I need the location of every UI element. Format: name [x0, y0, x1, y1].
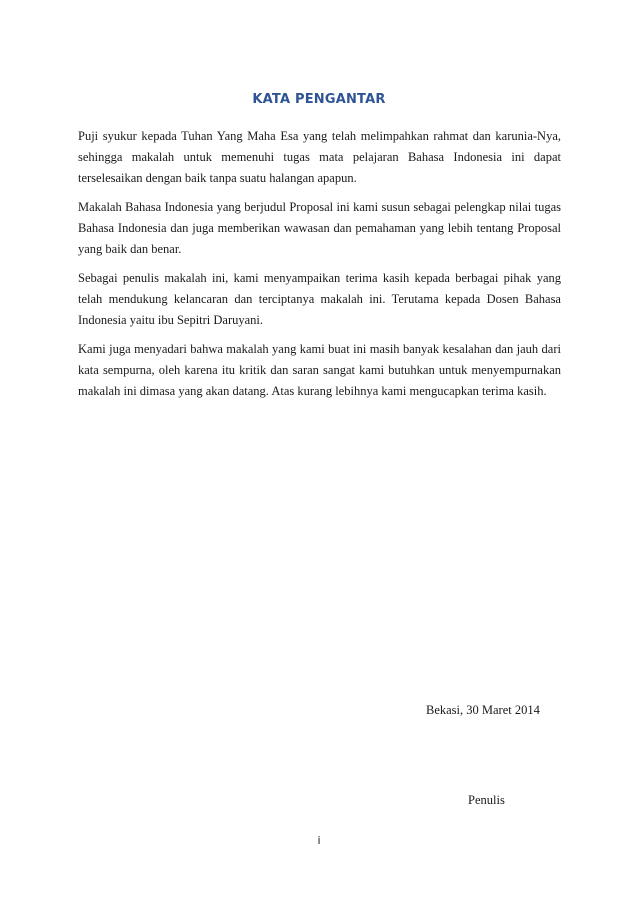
page-number: i — [317, 834, 321, 847]
paragraph-3: Sebagai penulis makalah ini, kami menyampaikan terima kasih kepada berbagai pihak yang telah mendukung kelancaran dan terciptanya makalah ini. Terutama kepada Dosen Bahasa Indonesia yaitu ibu Sepitri Daruyani. — [78, 271, 561, 327]
page-title: KATA PENGANTAR — [252, 92, 386, 107]
body-text — [78, 126, 561, 410]
place-date: Bekasi, 30 Maret 2014 — [426, 703, 540, 717]
paragraph-2: Makalah Bahasa Indonesia yang berjudul Proposal ini kami susun sebagai pelengkap nilai tugas Bahasa Indonesia dan juga memberikan wawasan dan pemahaman yang lebih tentang Proposal yang baik dan benar. — [78, 200, 561, 256]
signer-label: Penulis — [468, 793, 505, 807]
paragraph-1: Puji syukur kepada Tuhan Yang Maha Esa yang telah melimpahkan rahmat dan karunia-Nya, sehingga makalah untuk memenuhi tugas mata pelajaran Bahasa Indonesia ini dapat terselesaikan dengan baik tanpa suatu halangan apapun. — [78, 129, 561, 185]
paragraph-4: Kami juga menyadari bahwa makalah yang kami buat ini masih banyak kesalahan dan jauh dari kata sempurna, oleh karena itu kritik dan saran sangat kami butuhkan untuk menyempurnakan makalah ini dimasa yang akan datang. Atas kurang lebihnya kami mengucapkan terima kasih. — [78, 342, 561, 398]
